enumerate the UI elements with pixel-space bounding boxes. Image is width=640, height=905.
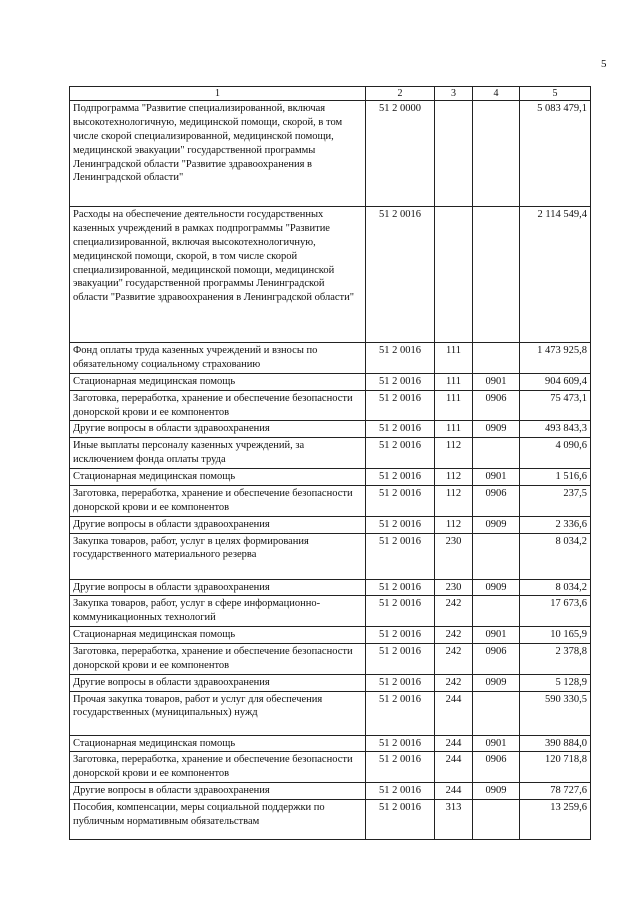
row-name-cell: Стационарная медицинская помощь [70,373,366,390]
amount-cell: 2 336,6 [520,516,591,533]
table-row [70,783,591,800]
row-name-cell: Заготовка, переработка, хранение и обеспечение безопасности донорской крови и ее компонентов [70,390,366,421]
target-code-cell: 51 2 0016 [366,783,435,800]
section-code-cell: 0901 [473,469,520,486]
amount-cell: 120 718,8 [520,752,591,783]
table-body [70,101,591,840]
section-code-cell [473,343,520,374]
expense-type-cell: 242 [435,674,473,691]
expense-type-cell: 244 [435,691,473,735]
amount-cell: 4 090,6 [520,438,591,469]
expense-type-cell: 112 [435,485,473,516]
target-code-cell: 51 2 0016 [366,627,435,644]
expense-type-cell: 112 [435,469,473,486]
section-code-cell [473,799,520,839]
section-code-cell [473,691,520,735]
amount-cell: 5 083 479,1 [520,101,591,207]
target-code-cell: 51 2 0016 [366,596,435,627]
row-name-cell: Закупка товаров, работ, услуг в целях формирования государственного материального резерва [70,533,366,579]
target-code-cell: 51 2 0016 [366,579,435,596]
amount-cell: 1 473 925,8 [520,343,591,374]
row-name-cell: Другие вопросы в области здравоохранения [70,579,366,596]
expense-type-cell: 112 [435,438,473,469]
expense-type-cell: 242 [435,643,473,674]
table-row [70,469,591,486]
row-name-cell: Иные выплаты персоналу казенных учреждений, за исключением фонда оплаты труда [70,438,366,469]
section-code-cell: 0909 [473,421,520,438]
table-row [70,596,591,627]
table-row [70,207,591,343]
table-row [70,343,591,374]
amount-cell: 2 114 549,4 [520,207,591,343]
table-row [70,438,591,469]
expense-type-cell: 111 [435,373,473,390]
section-code-cell: 0909 [473,579,520,596]
target-code-cell: 51 2 0016 [366,643,435,674]
section-code-cell [473,207,520,343]
expense-type-cell: 111 [435,390,473,421]
expense-type-cell: 111 [435,421,473,438]
target-code-cell: 51 2 0016 [366,799,435,839]
table-row [70,390,591,421]
section-code-cell [473,438,520,469]
expense-type-cell: 242 [435,596,473,627]
section-code-cell: 0906 [473,752,520,783]
expense-type-cell: 112 [435,516,473,533]
row-name-cell: Стационарная медицинская помощь [70,627,366,644]
section-code-cell: 0906 [473,485,520,516]
section-code-cell [473,533,520,579]
table-row [70,752,591,783]
row-name-cell: Другие вопросы в области здравоохранения [70,674,366,691]
target-code-cell: 51 2 0016 [366,390,435,421]
target-code-cell: 51 2 0016 [366,674,435,691]
amount-cell: 5 128,9 [520,674,591,691]
amount-cell: 8 034,2 [520,533,591,579]
expense-type-cell: 242 [435,627,473,644]
target-code-cell: 51 2 0016 [366,691,435,735]
amount-cell: 17 673,6 [520,596,591,627]
table-row [70,643,591,674]
table-row [70,799,591,839]
expense-type-cell: 244 [435,752,473,783]
section-code-cell: 0906 [473,643,520,674]
column-header: 4 [473,87,520,101]
amount-cell: 75 473,1 [520,390,591,421]
row-name-cell: Закупка товаров, работ, услуг в сфере информационно-коммуникационных технологий [70,596,366,627]
expense-type-cell: 230 [435,579,473,596]
budget-table [69,86,591,840]
section-code-cell: 0901 [473,735,520,752]
expense-type-cell: 244 [435,735,473,752]
column-header: 1 [70,87,366,101]
row-name-cell: Стационарная медицинская помощь [70,469,366,486]
target-code-cell: 51 2 0016 [366,343,435,374]
column-header: 5 [520,87,591,101]
table-row [70,674,591,691]
amount-cell: 8 034,2 [520,579,591,596]
table-row [70,101,591,207]
section-code-cell [473,101,520,207]
row-name-cell: Другие вопросы в области здравоохранения [70,421,366,438]
section-code-cell: 0906 [473,390,520,421]
table-row [70,533,591,579]
row-name-cell: Пособия, компенсации, меры социальной поддержки по публичным нормативным обязательствам [70,799,366,839]
amount-cell: 1 516,6 [520,469,591,486]
table-row [70,579,591,596]
table-row [70,627,591,644]
amount-cell: 10 165,9 [520,627,591,644]
target-code-cell: 51 2 0016 [366,421,435,438]
row-name-cell: Заготовка, переработка, хранение и обеспечение безопасности донорской крови и ее компонентов [70,643,366,674]
amount-cell: 590 330,5 [520,691,591,735]
target-code-cell: 51 2 0016 [366,438,435,469]
row-name-cell: Подпрограмма "Развитие специализированной, включая высокотехнологичную, медицинской помощи, скорой, в том числе скорой специализированной, медицинской помощи, медицинской эвакуации" государственной программы Ленинградской области "Развитие здравоохранения в Ленинградской области" [70,101,366,207]
expense-type-cell: 230 [435,533,473,579]
section-code-cell: 0901 [473,373,520,390]
amount-cell: 13 259,6 [520,799,591,839]
row-name-cell: Другие вопросы в области здравоохранения [70,783,366,800]
amount-cell: 390 884,0 [520,735,591,752]
target-code-cell: 51 2 0016 [366,516,435,533]
section-code-cell: 0901 [473,627,520,644]
table-row [70,373,591,390]
target-code-cell: 51 2 0000 [366,101,435,207]
amount-cell: 493 843,3 [520,421,591,438]
table-header-row [70,87,591,101]
amount-cell: 78 727,6 [520,783,591,800]
target-code-cell: 51 2 0016 [366,207,435,343]
expense-type-cell: 313 [435,799,473,839]
row-name-cell: Другие вопросы в области здравоохранения [70,516,366,533]
table-row [70,735,591,752]
section-code-cell: 0909 [473,516,520,533]
column-header: 2 [366,87,435,101]
table-row [70,516,591,533]
expense-type-cell [435,207,473,343]
section-code-cell: 0909 [473,783,520,800]
section-code-cell [473,596,520,627]
column-header: 3 [435,87,473,101]
expense-type-cell: 244 [435,783,473,800]
row-name-cell: Заготовка, переработка, хранение и обеспечение безопасности донорской крови и ее компонентов [70,485,366,516]
row-name-cell: Прочая закупка товаров, работ и услуг для обеспечения государственных (муниципальных) нужд [70,691,366,735]
target-code-cell: 51 2 0016 [366,735,435,752]
target-code-cell: 51 2 0016 [366,469,435,486]
row-name-cell: Заготовка, переработка, хранение и обеспечение безопасности донорской крови и ее компонентов [70,752,366,783]
table-row [70,421,591,438]
page-number: 5 [601,58,607,70]
target-code-cell: 51 2 0016 [366,752,435,783]
row-name-cell: Фонд оплаты труда казенных учреждений и взносы по обязательному социальному страхованию [70,343,366,374]
row-name-cell: Расходы на обеспечение деятельности государственных казенных учреждений в рамках подпрограммы "Развитие специализированной, включая высокотехнологичную, медицинской помощи, скорой, в том числе скорой специализированной, медицинской помощи, медицинской эвакуации" государственной программы Ленинградской области "Развитие здравоохранения в Ленинградской области" [70,207,366,343]
amount-cell: 904 609,4 [520,373,591,390]
section-code-cell: 0909 [473,674,520,691]
expense-type-cell: 111 [435,343,473,374]
table-row [70,485,591,516]
table-row [70,691,591,735]
target-code-cell: 51 2 0016 [366,533,435,579]
row-name-cell: Стационарная медицинская помощь [70,735,366,752]
amount-cell: 2 378,8 [520,643,591,674]
target-code-cell: 51 2 0016 [366,373,435,390]
target-code-cell: 51 2 0016 [366,485,435,516]
expense-type-cell [435,101,473,207]
amount-cell: 237,5 [520,485,591,516]
